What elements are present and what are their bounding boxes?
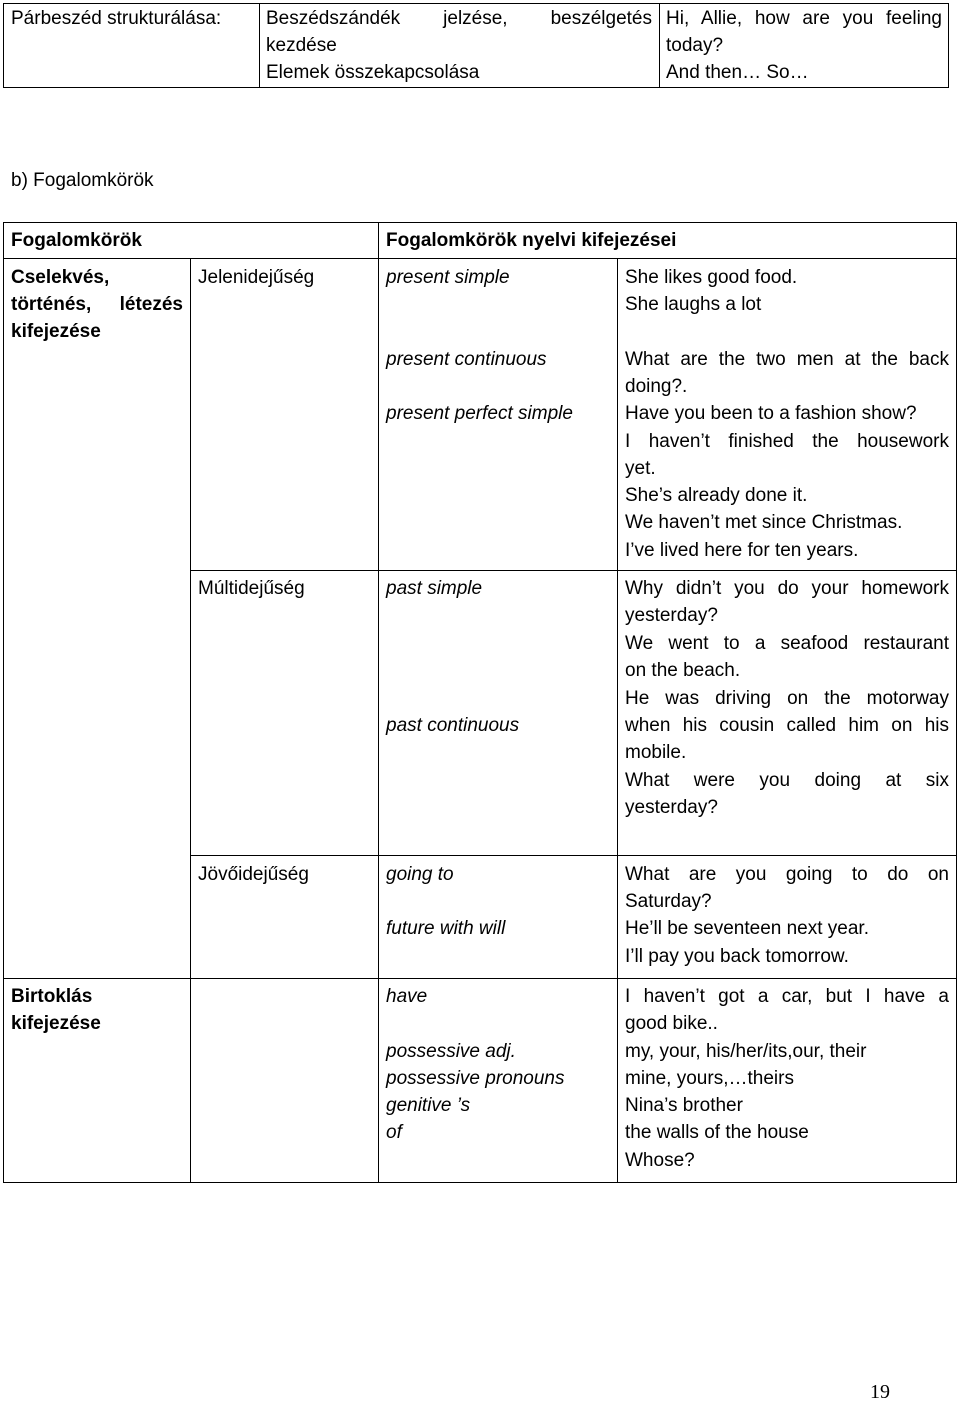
example-line: [625, 983, 949, 1010]
main-row-divider-past: [190, 855, 957, 856]
subcategory-past: Múltidejűség: [198, 578, 305, 599]
form-past-simple: past simple: [386, 578, 483, 599]
category-action-line3: kifejezése: [11, 321, 101, 342]
intent-word-3: beszélgetés: [550, 8, 652, 29]
main-col-divider-3: [617, 258, 618, 1183]
example-line: [625, 712, 949, 739]
example-line-text: What were you doing at six: [625, 770, 949, 791]
example-line: [625, 575, 949, 602]
category-action-line1: Cselekvés,: [11, 267, 110, 288]
example-line: mine, yours,…theirs: [625, 1068, 794, 1089]
example-line: Have you been to a fashion show?: [625, 403, 917, 424]
example-line: doing?.: [625, 376, 688, 397]
example-line: yet.: [625, 458, 656, 479]
top-table-divider-2: [659, 3, 660, 88]
top-table-example-line2: today?: [666, 35, 724, 56]
form-genitive: genitive ’s: [386, 1095, 471, 1116]
example-line: [625, 346, 949, 373]
form-future-will: future with will: [386, 918, 506, 939]
form-of: of: [386, 1122, 402, 1143]
page-number: 19: [870, 1381, 890, 1403]
section-heading: b) Fogalomkörök: [11, 170, 154, 191]
top-table-intent-line3: Elemek összekapcsolása: [266, 62, 480, 83]
category-action-line2: [11, 291, 183, 318]
example-line-text: What are the two men at the back: [625, 349, 949, 370]
example-line: Saturday?: [625, 891, 712, 912]
form-possessive-adj: possessive adj.: [386, 1041, 516, 1062]
example-line: [625, 685, 949, 712]
category-possession-line2: kifejezése: [11, 1013, 101, 1034]
example-line-text: Why didn’t you do your homework: [625, 578, 949, 599]
intent-word-1: Beszédszándék: [266, 8, 401, 29]
example-line: I’ll pay you back tomorrow.: [625, 946, 849, 967]
example-line: She’s already done it.: [625, 485, 808, 506]
example-line: [625, 428, 949, 455]
example-line: my, your, his/her/its,our, their: [625, 1041, 867, 1062]
main-header-bottom: [3, 258, 957, 259]
top-table-example-line1: [666, 5, 942, 32]
example-line-text: I haven’t got a car, but I have a: [625, 986, 949, 1007]
example-line: [625, 767, 949, 794]
main-row-divider-possession: [3, 978, 957, 979]
main-row-divider-present: [190, 570, 957, 571]
form-present-simple: present simple: [386, 267, 510, 288]
example-line: I’ve lived here for ten years.: [625, 540, 859, 561]
example-line-text: What are you going to do on: [625, 864, 949, 885]
example-line: the walls of the house: [625, 1122, 809, 1143]
form-present-continuous: present continuous: [386, 349, 547, 370]
example-line: Nina’s brother: [625, 1095, 743, 1116]
example-line: [625, 861, 949, 888]
top-table-example-line3: And then… So…: [666, 62, 809, 83]
form-past-continuous: past continuous: [386, 715, 520, 736]
example-line: We haven’t met since Christmas.: [625, 512, 903, 533]
form-going-to: going to: [386, 864, 454, 885]
example-line: on the beach.: [625, 660, 741, 681]
main-col-divider-1: [190, 258, 191, 1183]
form-have: have: [386, 986, 428, 1007]
subcategory-future: Jövőidejűség: [198, 864, 309, 885]
category-action-word-2: létezés: [119, 294, 183, 315]
example-line-text: We went to a seafood restaurant: [625, 633, 949, 654]
main-col-divider-header: [378, 222, 379, 258]
top-table-intent-line1: [266, 5, 652, 32]
example-line: mobile.: [625, 742, 687, 763]
main-header-right: Fogalomkörök nyelvi kifejezései: [386, 230, 677, 251]
subcategory-present: Jelenidejűség: [198, 267, 315, 288]
form-possessive-pronouns: possessive pronouns: [386, 1068, 565, 1089]
example-line: good bike..: [625, 1013, 718, 1034]
example-line: yesterday?: [625, 797, 718, 818]
example-line-text: I haven’t finished the housework: [625, 431, 949, 452]
example-line: Whose?: [625, 1150, 695, 1171]
example-line: yesterday?: [625, 605, 718, 626]
example-line: [625, 630, 949, 657]
category-action-word-1: történés,: [11, 294, 92, 315]
main-header-left: Fogalomkörök: [11, 230, 142, 251]
example-line-text: when his cousin called him on his: [625, 715, 949, 736]
example-line-text: He was driving on the motorway: [625, 688, 949, 709]
form-present-perfect-simple: present perfect simple: [386, 403, 573, 424]
example-line: He’ll be seventeen next year.: [625, 918, 869, 939]
top-table-divider-1: [259, 3, 260, 88]
top-example-1: Hi, Allie, how are you feeling: [666, 8, 942, 29]
top-table-intent-line2: kezdése: [266, 35, 337, 56]
example-line: She laughs a lot: [625, 294, 762, 315]
top-table-label: Párbeszéd strukturálása:: [11, 8, 222, 29]
intent-word-2: jelzése,: [443, 8, 508, 29]
category-possession-line1: Birtoklás: [11, 986, 93, 1007]
example-line: She likes good food.: [625, 267, 798, 288]
main-col-divider-2: [378, 258, 379, 1183]
